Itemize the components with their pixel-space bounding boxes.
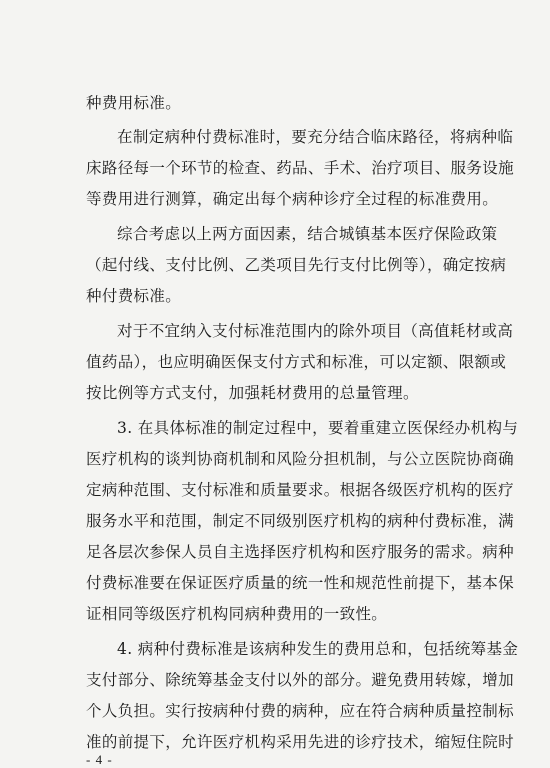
text-line: 种付费标准。: [86, 287, 182, 305]
text-line: 等费用进行测算，确定出每个病种诊疗全过程的标准费用。: [86, 190, 499, 208]
text-line: 准的前提下，允许医疗机构采用先进的诊疗技术，缩短住院时: [86, 733, 514, 751]
text-line: 种费用标准。: [86, 94, 182, 112]
text-line: 医疗机构的谈判协商机制和风险分担机制，与公立医院协商确: [86, 450, 514, 468]
paragraph-start-line: 在制定病种付费标准时，要充分结合临床路径，将病种临: [117, 128, 514, 146]
paragraph-start-line: 3. 在具体标准的制定过程中，要着重建立医保经办机构与: [117, 419, 519, 437]
text-line: 床路径每一个环节的检查、药品、手术、治疗项目、服务设施: [86, 159, 514, 177]
text-line: 定病种范围、支付标准和质量要求。根据各级医疗机构的医疗: [86, 481, 514, 499]
text-line: （起付线、支付比例、乙类项目先行支付比例等），确定按病: [86, 256, 507, 274]
page-number: - 4 -: [86, 752, 113, 767]
text-line: 个人负担。实行按病种付费的病种，应在符合病种质量控制标: [86, 702, 514, 720]
paragraph-start-line: 综合考虑以上两方面因素，结合城镇基本医疗保险政策: [117, 225, 498, 243]
text-line: 按比例等方式支付，加强耗材费用的总量管理。: [86, 384, 419, 402]
text-line: 足各层次参保人员自主选择医疗机构和医疗服务的需求。病种: [86, 543, 514, 561]
text-line: 证相同等级医疗机构同病种费用的一致性。: [86, 605, 388, 623]
paragraph-start-line: 4. 病种付费标准是该病种发生的费用总和，包括统筹基金: [117, 640, 519, 658]
paragraph-start-line: 对于不宜纳入支付标准范围内的除外项目（高值耗材或高: [117, 322, 514, 340]
text-line: 支付部分、除统筹基金支付以外的部分。避免费用转嫁，增加: [86, 671, 514, 689]
text-line: 值药品），也应明确医保支付方式和标准，可以定额、限额或: [86, 353, 507, 371]
text-line: 付费标准要在保证医疗质量的统一性和规范性前提下，基本保: [86, 574, 514, 592]
text-line: 服务水平和范围，制定不同级别医疗机构的病种付费标准，满: [86, 512, 514, 530]
